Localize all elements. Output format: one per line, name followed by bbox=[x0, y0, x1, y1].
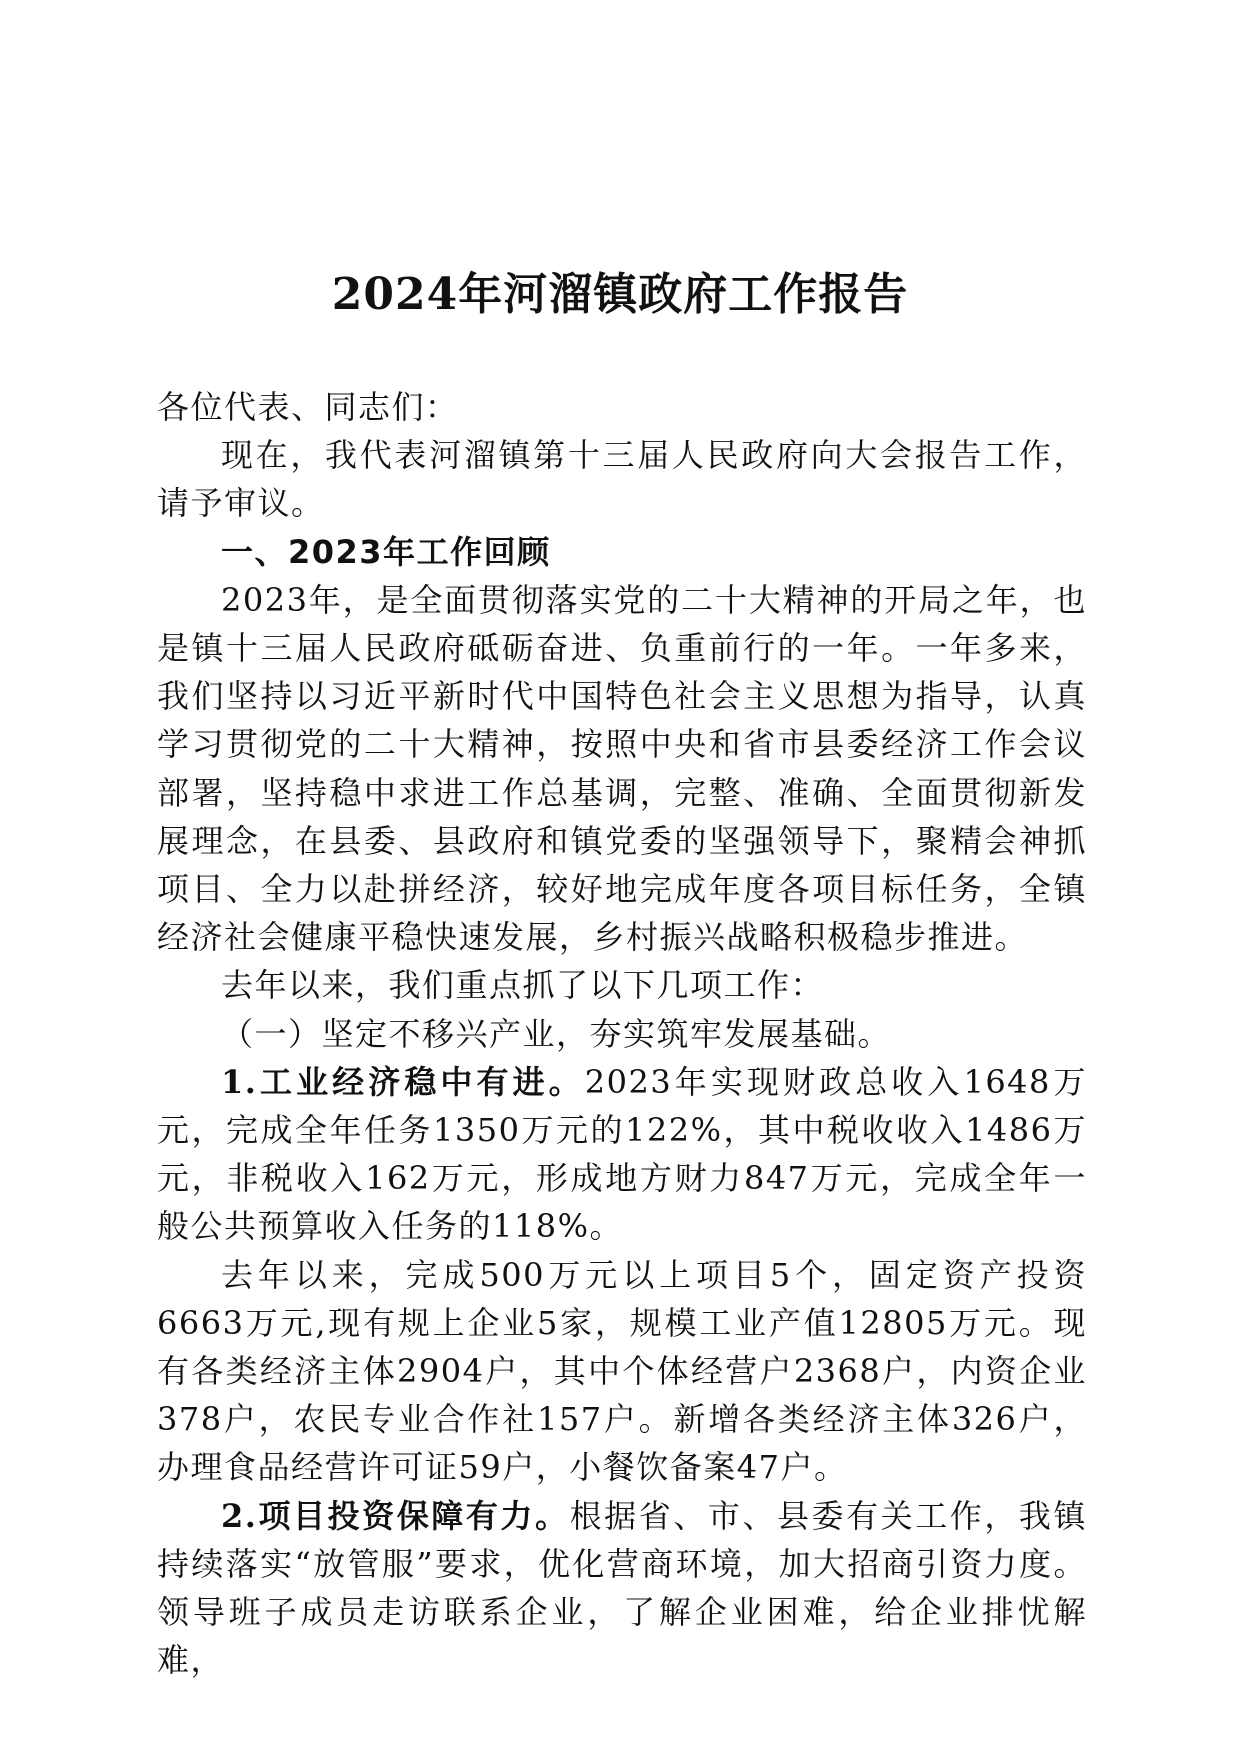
project-investment-paragraph bbox=[157, 1492, 1087, 1685]
project-investment-text: 根据省、市、县委有关工作，我镇持续落实“放管服”要求，优化营商环境，加大招商引资力度。领导班子成员走访联系企业，了解企业困难，给企业排忧解难， bbox=[157, 1496, 1087, 1680]
industrial-economy-lead: 1.工业经济稳中有进。 bbox=[221, 1062, 585, 1101]
project-investment-lead: 2.项目投资保障有力。 bbox=[221, 1496, 570, 1535]
intro-paragraph: 现在，我代表河溜镇第十三届人民政府向大会报告工作，请予审议。 bbox=[157, 436, 1087, 523]
industrial-economy-paragraph bbox=[157, 1058, 1087, 1251]
salutation: 各位代表、同志们： bbox=[157, 388, 459, 426]
section-heading: 一、2023年工作回顾 bbox=[221, 532, 551, 571]
industrial-economy-text: 2023年实现财政总收入1648万元，完成全年任务1350万元的122%，其中税收收入1486万元，非税收入162万元，形成地方财力847万元，完成全年一般公共预算收入任务的118%。 bbox=[157, 1062, 1087, 1246]
subsection-heading: （一）坚定不移兴产业，夯实筑牢发展基础。 bbox=[221, 1014, 892, 1053]
document-title: 2024年河溜镇政府工作报告 bbox=[331, 269, 909, 320]
work-intro-paragraph: 去年以来，我们重点抓了以下几项工作： bbox=[221, 966, 825, 1005]
review-paragraph: 2023年，是全面贯彻落实党的二十大精神的开局之年，也是镇十三届人民政府砥砺奋进、负重前行的一年。一年多来，我们坚持以习近平新时代中国特色社会主义思想为指导，认真学习贯彻党的二十大精神，按照中央和省市县委经济工作会议部署，坚持稳中求进工作总基调，完整、准确、全面贯彻新发展理念，在县委、县政府和镇党委的坚强领导下，聚精会神抓项目、全力以赴拼经济，较好地完成年度各项目标任务，全镇经济社会健康平稳快速发展，乡村振兴战略积极稳步推进。 bbox=[157, 580, 1087, 957]
document-body bbox=[157, 383, 1087, 1684]
projects-economic-entities-paragraph: 去年以来，完成500万元以上项目5个，固定资产投资6663万元,现有规上企业5家，规模工业产值12805万元。现有各类经济主体2904户，其中个体经营户2368户，内资企业378户，农民专业合作社157户。新增各类经济主体326户，办理食品经营许可证59户，小餐饮备案47户。 bbox=[157, 1255, 1087, 1487]
